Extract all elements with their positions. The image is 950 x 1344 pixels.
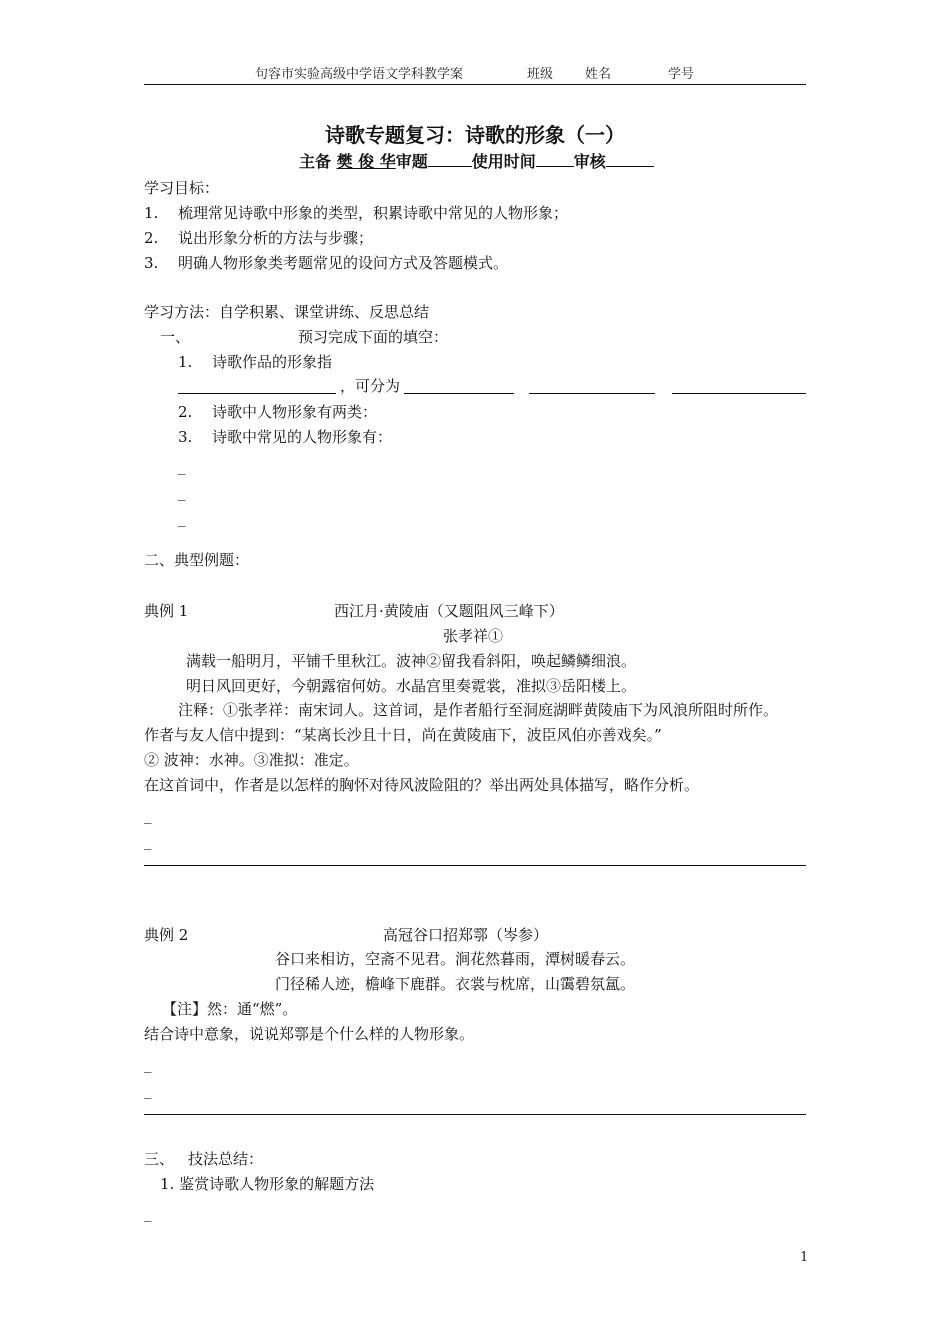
answer-line-3[interactable]: _: [178, 509, 186, 527]
section3-num: 三、: [144, 1150, 175, 1168]
review-blank[interactable]: [428, 152, 472, 167]
goal-num-1: 1.: [144, 204, 159, 222]
goal-text-3: 明确人物形象类考题常见的设问方式及答题模式。: [178, 254, 509, 272]
goals-heading: 学习目标：: [144, 179, 220, 197]
example1-poem-line-2: 明日风回更好，今朝露宿何妨。水晶宫里奏霓裳，准拟③岳阳楼上。: [186, 677, 637, 695]
section2-heading: 二、典型例题：: [144, 551, 250, 569]
section1-num: 一、: [160, 328, 191, 346]
example1-question: 在这首词中，作者是以怎样的胸怀对待风波险阻的？举出两处具体描写，略作分析。: [144, 776, 700, 794]
example2-answer-rule[interactable]: [144, 1114, 806, 1115]
goal-num-3: 3.: [144, 254, 159, 272]
example1-answer-rule[interactable]: [144, 865, 806, 866]
time-blank[interactable]: [536, 152, 574, 167]
example1-answer-line-1[interactable]: _: [144, 806, 152, 824]
header-name-label: 姓名: [585, 67, 612, 82]
example1-note-1: 注释：①张孝祥：南宋词人。这首词，是作者船行至洞庭湖畔黄陵庙下为风浪所阻时所作。: [178, 701, 779, 719]
check-blank[interactable]: [606, 152, 654, 167]
goal-text-2: 说出形象分析的方法与步骤；: [178, 229, 374, 247]
example1-poem-title: 西江月·黄陵庙（又题阻风三峰下）: [334, 602, 564, 620]
q1-blank-1[interactable]: [178, 393, 336, 394]
answer-line-1[interactable]: _: [178, 457, 186, 475]
header-rule: [144, 84, 806, 85]
q3-num: 3.: [178, 428, 193, 446]
header-class-label: 班级: [527, 67, 554, 82]
goal-text-1: 梳理常见诗歌中形象的类型，积累诗歌中常见的人物形象；: [178, 204, 569, 222]
header-school: 句容市实验高级中学语文学科教学案: [255, 67, 464, 82]
example1-author: 张孝祥①: [443, 627, 504, 645]
section1-heading: 预习完成下面的填空：: [298, 328, 449, 346]
example1-note-2: 作者与友人信中提到：“某离长沙且十日，尚在黄陵庙下，波臣风伯亦善戏矣。”: [144, 726, 662, 744]
page-number: 1: [800, 1250, 809, 1265]
example2-question: 结合诗中意象，说说郑鄠是个什么样的人物形象。: [144, 1025, 475, 1043]
section3-item-1: 1. 鉴赏诗歌人物形象的解题方法: [160, 1175, 375, 1193]
example2-label: 典例 2: [144, 926, 189, 944]
header-id-label: 学号: [668, 67, 695, 82]
answer-line-2[interactable]: _: [178, 483, 186, 501]
q2-text: 诗歌中人物形象有两类：: [212, 403, 378, 421]
example1-note-3: ② 波神：水神。③准拟：准定。: [144, 751, 359, 769]
example2-poem-line-2: 门径稀人迹，檐峰下鹿群。衣裳与枕席，山霭碧氛氲。: [275, 975, 636, 993]
example2-note: 【注】然：通“燃”。: [162, 1000, 298, 1018]
page-title: 诗歌专题复习：诗歌的形象（一）: [325, 123, 625, 147]
study-method: 学习方法：自学积累、课堂讲练、反思总结: [144, 303, 430, 321]
q1-blank-2[interactable]: [404, 393, 514, 394]
subtitle-check-label: 审核: [573, 152, 606, 171]
example1-answer-line-2[interactable]: _: [144, 832, 152, 850]
subtitle-review-label: 审题: [395, 152, 428, 171]
q1-num: 1.: [178, 353, 193, 371]
q3-text: 诗歌中常见的人物形象有：: [212, 428, 393, 446]
q1-blank-3[interactable]: [529, 393, 655, 394]
example2-answer-line-2[interactable]: _: [144, 1081, 152, 1099]
goal-num-2: 2.: [144, 229, 159, 247]
section3-heading: 技法总结：: [188, 1150, 264, 1168]
section3-answer-line[interactable]: _: [144, 1204, 152, 1222]
q1-mid-text: ，可分为: [340, 377, 401, 395]
q2-num: 2.: [178, 403, 193, 421]
subtitle: [299, 151, 654, 173]
subtitle-time-label: 使用时间: [471, 152, 536, 171]
subtitle-prefix: 主备: [299, 152, 332, 171]
q1-blank-4[interactable]: [672, 393, 806, 394]
example2-poem-title: 高冠谷口招郑鄠（岑参）: [383, 926, 549, 944]
q1-text: 诗歌作品的形象指: [212, 353, 333, 371]
example2-answer-line-1[interactable]: _: [144, 1055, 152, 1073]
example1-poem-line-1: 满载一船明月，平铺千里秋江。波神②留我看斜阳，唤起鳞鳞细浪。: [186, 652, 637, 670]
subtitle-author: 樊 俊 华: [336, 152, 396, 171]
example2-poem-line-1: 谷口来相访，空斋不见君。涧花然暮雨，潭树暖春云。: [275, 950, 636, 968]
example1-label: 典例 1: [144, 602, 189, 620]
